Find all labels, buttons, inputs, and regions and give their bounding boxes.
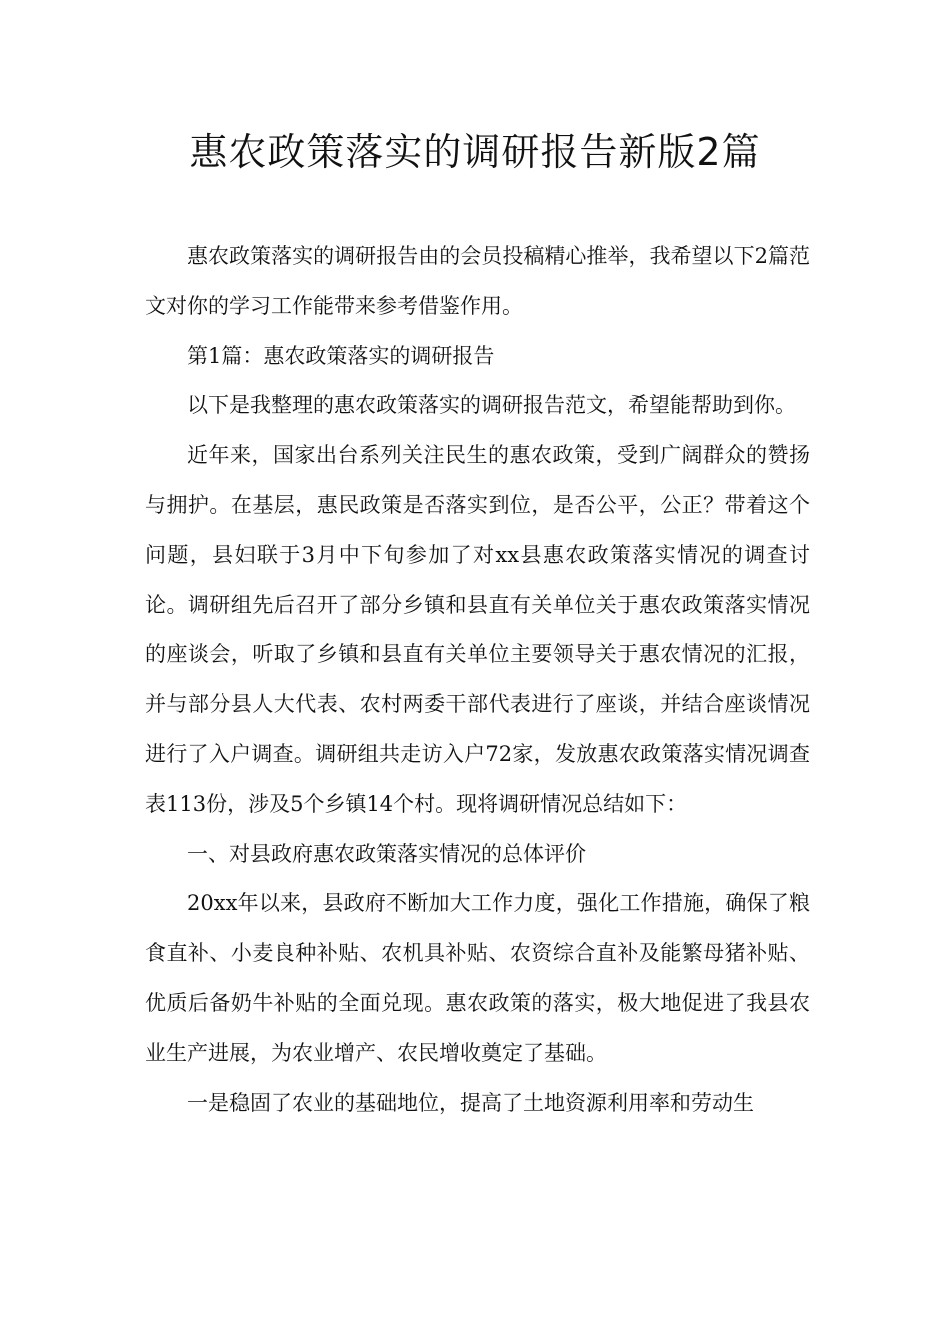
document-body	[145, 232, 810, 1128]
paragraph-preface: 以下是我整理的惠农政策落实的调研报告范文，希望能帮助到你。	[187, 393, 796, 418]
paragraph-section-heading: 第1篇：惠农政策落实的调研报告	[187, 343, 495, 368]
paragraph-evaluation: 20xx年以来，县政府不断加大工作力度，强化工作措施，确保了粮食直补、小麦良种补贴、农机具补贴、农资综合直补及能繁母猪补贴、优质后备奶牛补贴的全面兑现。惠农政策的落实，极大地促进了我县农业生产进展，为农业增产、农民增收奠定了基础。	[145, 891, 810, 1065]
paragraph-background: 近年来，国家出台系列关注民生的惠农政策，受到广阔群众的赞扬与拥护。在基层，惠民政策是否落实到位，是否公平，公正？带着这个问题，县妇联于3月中下旬参加了对xx县惠农政策落实情况的调查讨论。调研组先后召开了部分乡镇和县直有关单位关于惠农政策落实情况的座谈会，听取了乡镇和县直有关单位主要领导关于惠农情况的汇报，并与部分县人大代表、农村两委干部代表进行了座谈，并结合座谈情况进行了入户调查。调研组共走访入户72家，发放惠农政策落实情况调查表113份，涉及5个乡镇14个村。现将调研情况总结如下：	[145, 443, 810, 816]
paragraph-subheading: 一、对县政府惠农政策落实情况的总体评价	[187, 841, 586, 866]
document-title: 惠农政策落实的调研报告新版2篇	[189, 130, 761, 174]
paragraph-intro: 惠农政策落实的调研报告由的会员投稿精心推举，我希望以下2篇范文对你的学习工作能带来参考借鉴作用。	[145, 244, 810, 318]
paragraph-point-one: 一是稳固了农业的基础地位，提高了土地资源利用率和劳动生	[187, 1090, 754, 1115]
